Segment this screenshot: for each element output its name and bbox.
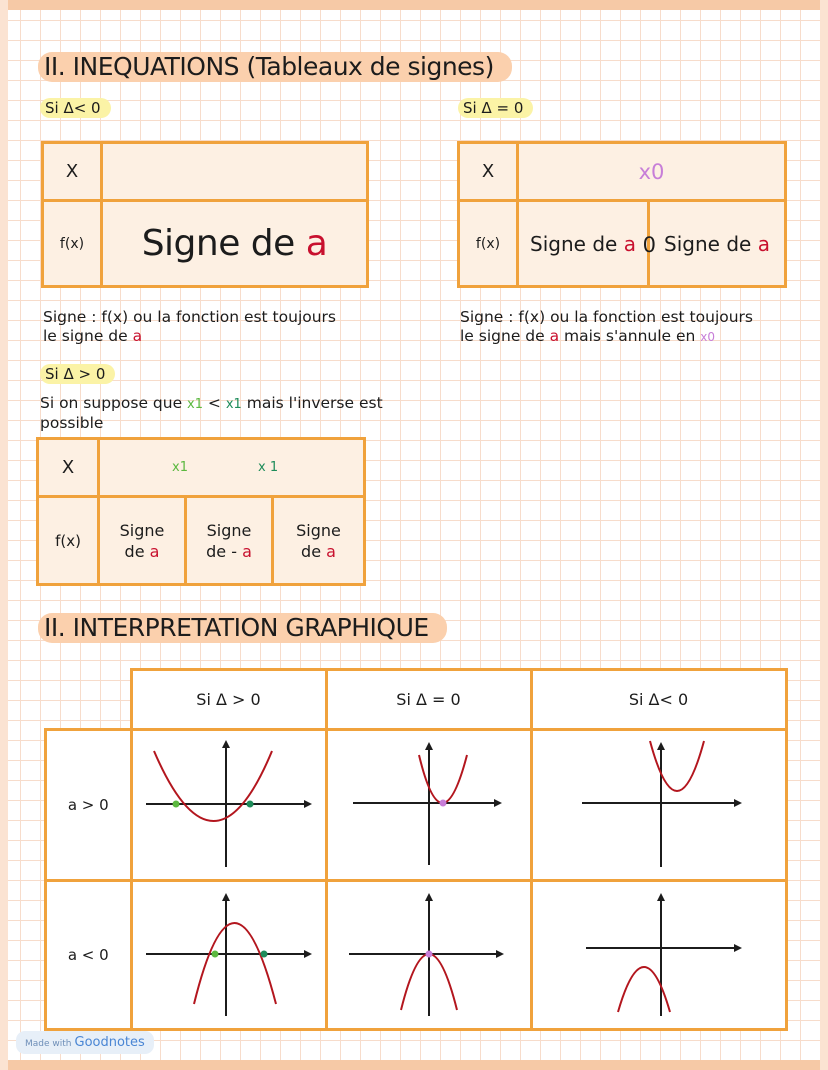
column-header-delta-zero: Si Δ = 0: [326, 670, 531, 730]
page-frame-bottom: [0, 1060, 828, 1070]
case-label-delta-negative: Si Δ< 0: [40, 98, 111, 118]
sign-word: Signe: [206, 520, 252, 540]
note-line-2: [460, 327, 753, 347]
sign-text: Signe de: [664, 231, 758, 256]
root-point: [425, 951, 432, 958]
parabola-graph: [134, 882, 324, 1024]
axis-arrow-icon: [496, 950, 504, 958]
goodnotes-badge[interactable]: [16, 1031, 154, 1054]
row-header-a-positive: a > 0: [46, 730, 132, 881]
corner-cell: [46, 670, 132, 730]
graph-a-pos-delta-zero: [326, 730, 531, 881]
coefficient-a: a: [149, 541, 160, 561]
coefficient-a: a: [326, 541, 336, 561]
note-text: le signe de: [43, 327, 133, 345]
sign-cell-2: [186, 497, 273, 585]
intro-line-2: possible: [40, 414, 104, 432]
note-delta-zero: [460, 308, 753, 347]
coefficient-a: a: [242, 541, 252, 561]
axis-arrow-icon: [425, 742, 433, 750]
x-values-cell: [102, 143, 368, 201]
case-label-delta-positive: Si Δ > 0: [40, 364, 115, 384]
parabola-graph: [134, 731, 324, 875]
sign-cell-left: [518, 201, 656, 287]
sign-table-delta-zero: [457, 141, 787, 288]
sign-line: [100, 541, 184, 562]
sign-table-delta-positive: [36, 437, 366, 586]
axis-arrow-icon: [222, 893, 230, 901]
root-point: [172, 801, 179, 808]
x-header: X: [43, 143, 102, 201]
x-values-cell: [99, 439, 365, 497]
x-header: X: [459, 143, 518, 201]
intro-text: mais l'inverse est: [241, 394, 383, 412]
note-text: le signe de: [460, 327, 550, 345]
less-than: <: [203, 394, 226, 412]
page-frame-left: [0, 0, 8, 1070]
parabola-graph: [329, 731, 529, 875]
fx-header: f(x): [459, 201, 518, 287]
sign-word: Signe: [119, 520, 165, 540]
sign-text: de: [124, 541, 150, 561]
sign-cell: [102, 201, 368, 287]
axis-arrow-icon: [734, 944, 742, 952]
made-with-label: Made with: [25, 1039, 72, 1049]
note-delta-negative: [43, 308, 336, 346]
note-text: mais s'annule en: [559, 327, 701, 345]
parabola-graph: [534, 882, 784, 1024]
root-point: [260, 951, 267, 958]
row-header-a-negative: a < 0: [46, 881, 132, 1030]
root-x2: x 1: [258, 460, 279, 475]
page-frame-top: [0, 0, 828, 10]
graph-a-pos-delta-neg: [531, 730, 786, 881]
graph-a-pos-delta-pos: [131, 730, 326, 881]
sign-cell-3: [273, 497, 365, 585]
sign-cell-right: [649, 201, 786, 287]
coefficient-a: a: [132, 327, 143, 345]
root-point: [211, 951, 218, 958]
zero-marker: 0: [642, 233, 656, 257]
root-x1: x1: [172, 460, 188, 475]
parabola-curve: [618, 967, 670, 1012]
parabola-graph: [534, 731, 784, 875]
case-label-delta-zero: Si Δ = 0: [458, 98, 533, 118]
root-point: [246, 801, 253, 808]
parabola-curve: [419, 755, 467, 803]
intro-delta-positive: [40, 394, 383, 433]
coefficient-a: a: [623, 231, 636, 256]
x-header: X: [38, 439, 99, 497]
parabola-curve: [194, 923, 276, 1004]
parabola-curve: [154, 751, 272, 821]
sign-text: Signe de: [141, 223, 306, 264]
sign-text: de: [301, 541, 327, 561]
sign-text: Signe de: [530, 231, 624, 256]
axis-arrow-icon: [657, 893, 665, 901]
axis-arrow-icon: [734, 799, 742, 807]
sign-word: Signe: [296, 520, 341, 540]
sign-line: [274, 541, 363, 562]
sign-cell-1: [99, 497, 186, 585]
sign-line: [187, 541, 271, 562]
axis-arrow-icon: [425, 893, 433, 901]
axis-arrow-icon: [222, 740, 230, 748]
parabola-graph: [329, 882, 529, 1024]
intro-line-1: [40, 394, 383, 414]
root-x1: x1: [187, 397, 203, 412]
root-x0: x0: [700, 330, 716, 344]
axis-arrow-icon: [494, 799, 502, 807]
brand-label: Goodnotes: [74, 1035, 145, 1050]
note-line-1: Signe : f(x) ou la fonction est toujours: [43, 308, 337, 326]
graph-table: [44, 668, 788, 1031]
note-line-1: Signe : f(x) ou la fonction est toujours: [460, 308, 754, 326]
graph-a-neg-delta-neg: [531, 881, 786, 1030]
root-x0: x0: [518, 143, 786, 201]
root-point: [439, 800, 446, 807]
page-frame-right: [820, 0, 828, 1070]
fx-header: f(x): [38, 497, 99, 585]
intro-text: Si on suppose que: [40, 394, 188, 412]
section-title-inequations: II. INEQUATIONS (Tableaux de signes): [38, 52, 512, 82]
sign-table-delta-negative: [41, 141, 369, 288]
axis-arrow-icon: [657, 742, 665, 750]
graph-a-neg-delta-zero: [326, 881, 531, 1030]
coefficient-a: a: [305, 223, 328, 264]
section-title-interpretation: II. INTERPRETATION GRAPHIQUE: [38, 613, 447, 643]
axis-arrow-icon: [304, 800, 312, 808]
coefficient-a: a: [757, 231, 770, 256]
fx-header: f(x): [43, 201, 102, 287]
coefficient-a: a: [549, 327, 560, 345]
axis-arrow-icon: [304, 950, 312, 958]
sign-text: de -: [206, 541, 243, 561]
note-line-2: [43, 327, 336, 346]
root-x2: x1: [225, 397, 242, 412]
graph-a-neg-delta-pos: [131, 881, 326, 1030]
column-header-delta-positive: Si Δ > 0: [131, 670, 326, 730]
column-header-delta-negative: Si Δ< 0: [531, 670, 786, 730]
